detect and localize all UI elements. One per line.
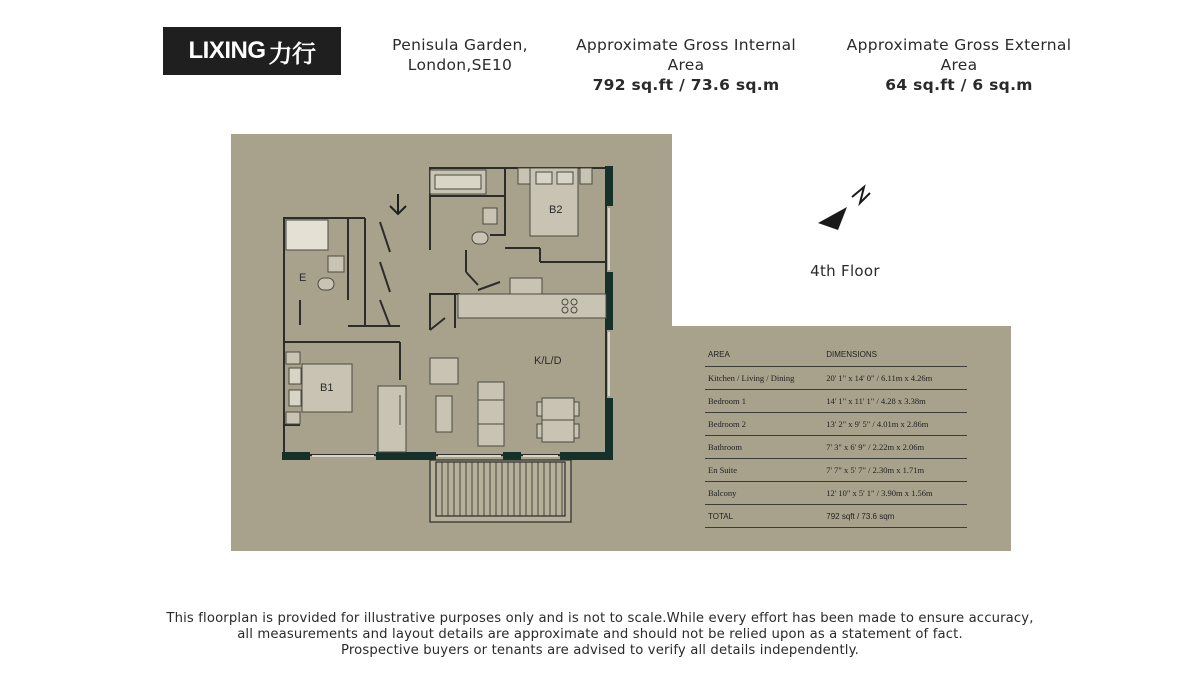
room-label-b1: B1 [320,382,334,394]
table-row [705,367,967,390]
row-area: En Suite [705,459,822,482]
row-area: Bathroom [705,436,822,459]
row-dimensions: 7' 3" x 6' 9" / 2.22m x 2.06m [822,436,967,459]
header-area: AREA [705,345,822,367]
gea-value: 64 sq.ft / 6 sq.m [885,76,1033,94]
total-value: 792 sqft / 73.6 sqm [822,505,967,528]
total-label: TOTAL [705,505,822,528]
north-arrow-icon [812,183,872,235]
table-header-row [705,345,967,367]
row-dimensions: 12' 10" x 5' 1" / 3.90m x 1.56m [822,482,967,505]
table-total-row [705,505,967,528]
room-label-e: E [299,272,307,284]
dimensions-table [705,345,967,528]
table-row [705,390,967,413]
balcony [430,460,571,522]
row-dimensions: 14' 1" x 11' 1" / 4.28 x 3.38m [822,390,967,413]
row-dimensions: 20' 1" x 14' 0" / 6.11m x 4.26m [822,367,967,390]
disclaimer [150,611,1050,659]
table-row [705,436,967,459]
row-dimensions: 13' 2" x 9' 5" / 4.01m x 2.86m [822,413,967,436]
disclaimer-line-1: This floorplan is provided for illustrative purposes only and is not to scale.While every effort has been made to ensure accuracy, [166,611,1034,626]
logo-latin: LIXING [188,37,266,64]
disclaimer-line-2: all measurements and layout details are approximate and should not be relied upon as a statement of fact. [237,627,963,642]
logo-chinese: 力行 [268,40,316,68]
disclaimer-line-3: Prospective buyers or tenants are advised to verify all details independently. [341,643,859,658]
address-line-2: London,SE10 [407,56,513,74]
header-dimensions: DIMENSIONS [822,345,967,367]
room-label-kld: K/L/D [534,355,562,367]
gea-label: Approximate Gross External Area [846,36,1072,74]
row-area: Bedroom 1 [705,390,822,413]
table-row [705,413,967,436]
row-dimensions: 7' 7" x 5' 7" / 2.30m x 1.71m [822,459,967,482]
row-area: Kitchen / Living / Dining [705,367,822,390]
row-area: Bedroom 2 [705,413,822,436]
table-row [705,459,967,482]
table-row [705,482,967,505]
gia-value: 792 sq.ft / 73.6 sq.m [592,76,780,94]
gia-label: Approximate Gross Internal Area [575,36,797,74]
row-area: Balcony [705,482,822,505]
room-label-b2: B2 [549,204,563,216]
floor-label: 4th Floor [810,262,880,280]
address-line-1: Penisula Garden, [392,36,528,54]
